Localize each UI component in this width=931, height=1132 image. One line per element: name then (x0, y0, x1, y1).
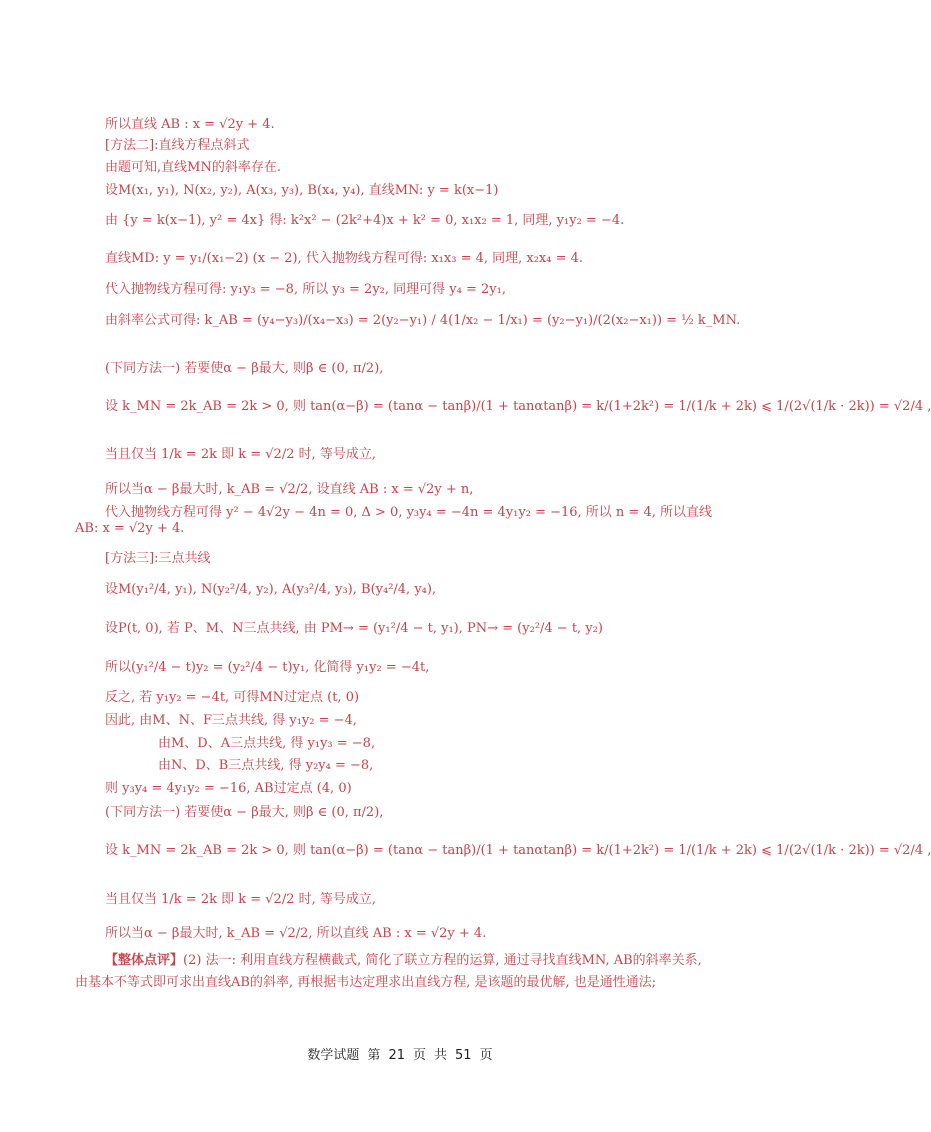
solution-line: 设M(y₁²/4, y₁), N(y₂²/4, y₂), A(y₃²/4, y₃), B(y₄²/4, y₄), (105, 582, 437, 597)
method-heading: [方法二]:直线方程点斜式 (105, 138, 250, 153)
solution-line: 当且仅当 1/k = 2k 即 k = √2/2 时, 等号成立, (105, 447, 377, 462)
footer-subject: 数学试题 (307, 1048, 360, 1063)
solution-line: 设P(t, 0), 若 P、M、N三点共线, 由 PM→ = (y₁²/4 − t, y₁), PN→ = (y₂²/4 − t, y₂) (105, 621, 603, 636)
solution-line: 所以当α − β最大时, k_AB = √2/2, 所以直线 AB : x = √2y + 4. (105, 926, 487, 941)
method-heading: [方法三]:三点共线 (105, 551, 211, 566)
solution-line: 由M、D、A三点共线, 得 y₁y₃ = −8, (158, 736, 376, 751)
comment-body: (2) 法一: 利用直线方程横截式, 简化了联立方程的运算, 通过寻找直线MN, AB的斜率关系, 由基本不等式即可求出直线AB的斜率, 再根据韦达定理求出直线方程, 是该题的最优解, 也是通性通法; (75, 953, 702, 990)
footer-total-pages: 51 (455, 1048, 472, 1063)
solution-line: 所以直线 AB : x = √2y + 4. (105, 117, 275, 132)
comment-heading: 【整体点评】 (105, 953, 184, 968)
solution-line: 代入抛物线方程可得 y² − 4√2y − 4n = 0, Δ > 0, y₃y₄ = −4n = 4y₁y₂ = −16, 所以 n = 4, 所以直线 AB: x = √2y + 4. (75, 505, 712, 536)
solution-line: 设 k_MN = 2k_AB = 2k > 0, 则 tan(α−β) = (tanα − tanβ)/(1 + tanαtanβ) = k/(1+2k²) = 1/(1/k + 2k) ⩽ 1/(2√(1/k · 2k)) = √2/4 , (105, 843, 931, 858)
solution-line: 所以(y₁²/4 − t)y₂ = (y₂²/4 − t)y₁, 化简得 y₁y₂ = −4t, (105, 660, 430, 675)
footer-ye: 页 (412, 1048, 426, 1063)
page-footer (0, 1044, 800, 1063)
solution-line: 设 k_MN = 2k_AB = 2k > 0, 则 tan(α−β) = (tanα − tanβ)/(1 + tanαtanβ) = k/(1+2k²) = 1/(1/k + 2k) ⩽ 1/(2√(1/k · 2k)) = √2/4 , (105, 399, 931, 414)
footer-page-number: 21 (388, 1048, 405, 1063)
solution-line: 由题可知,直线MN的斜率存在. (105, 160, 281, 175)
solution-line: 由斜率公式可得: k_AB = (y₄−y₃)/(x₄−x₃) = 2(y₂−y₁) / 4(1/x₂ − 1/x₁) = (y₂−y₁)/(2(x₂−x₁)) = ½ k_MN. (105, 313, 741, 328)
solution-line: 设M(x₁, y₁), N(x₂, y₂), A(x₃, y₃), B(x₄, y₄), 直线MN: y = k(x−1) (105, 183, 499, 198)
solution-line: 因此, 由M、N、F三点共线, 得 y₁y₂ = −4, (105, 713, 357, 728)
solution-line: 由N、D、B三点共线, 得 y₂y₄ = −8, (158, 758, 374, 773)
footer-ye: 页 (479, 1048, 493, 1063)
solution-line: (下同方法一) 若要使α − β最大, 则β ∈ (0, π/2), (105, 805, 384, 820)
solution-line: 所以当α − β最大时, k_AB = √2/2, 设直线 AB : x = √2y + n, (105, 482, 474, 497)
solution-line: 由 {y = k(x−1), y² = 4x} 得: k²x² − (2k²+4)x + k² = 0, x₁x₂ = 1, 同理, y₁y₂ = −4. (105, 213, 625, 228)
solution-line: 直线MD: y = y₁/(x₁−2) (x − 2), 代入抛物线方程可得: x₁x₃ = 4, 同理, x₂x₄ = 4. (105, 251, 584, 266)
footer-gong: 共 (434, 1048, 448, 1063)
solution-line: 反之, 若 y₁y₂ = −4t, 可得MN过定点 (t, 0) (105, 690, 360, 705)
solution-line: (下同方法一) 若要使α − β最大, 则β ∈ (0, π/2), (105, 361, 384, 376)
solution-line: 代入抛物线方程可得: y₁y₃ = −8, 所以 y₃ = 2y₂, 同理可得 y₄ = 2y₁, (105, 282, 506, 297)
solution-line: 当且仅当 1/k = 2k 即 k = √2/2 时, 等号成立, (105, 892, 377, 907)
footer-di: 第 (367, 1048, 381, 1063)
solution-line: 则 y₃y₄ = 4y₁y₂ = −16, AB过定点 (4, 0) (105, 781, 352, 796)
overall-comment (75, 950, 715, 994)
